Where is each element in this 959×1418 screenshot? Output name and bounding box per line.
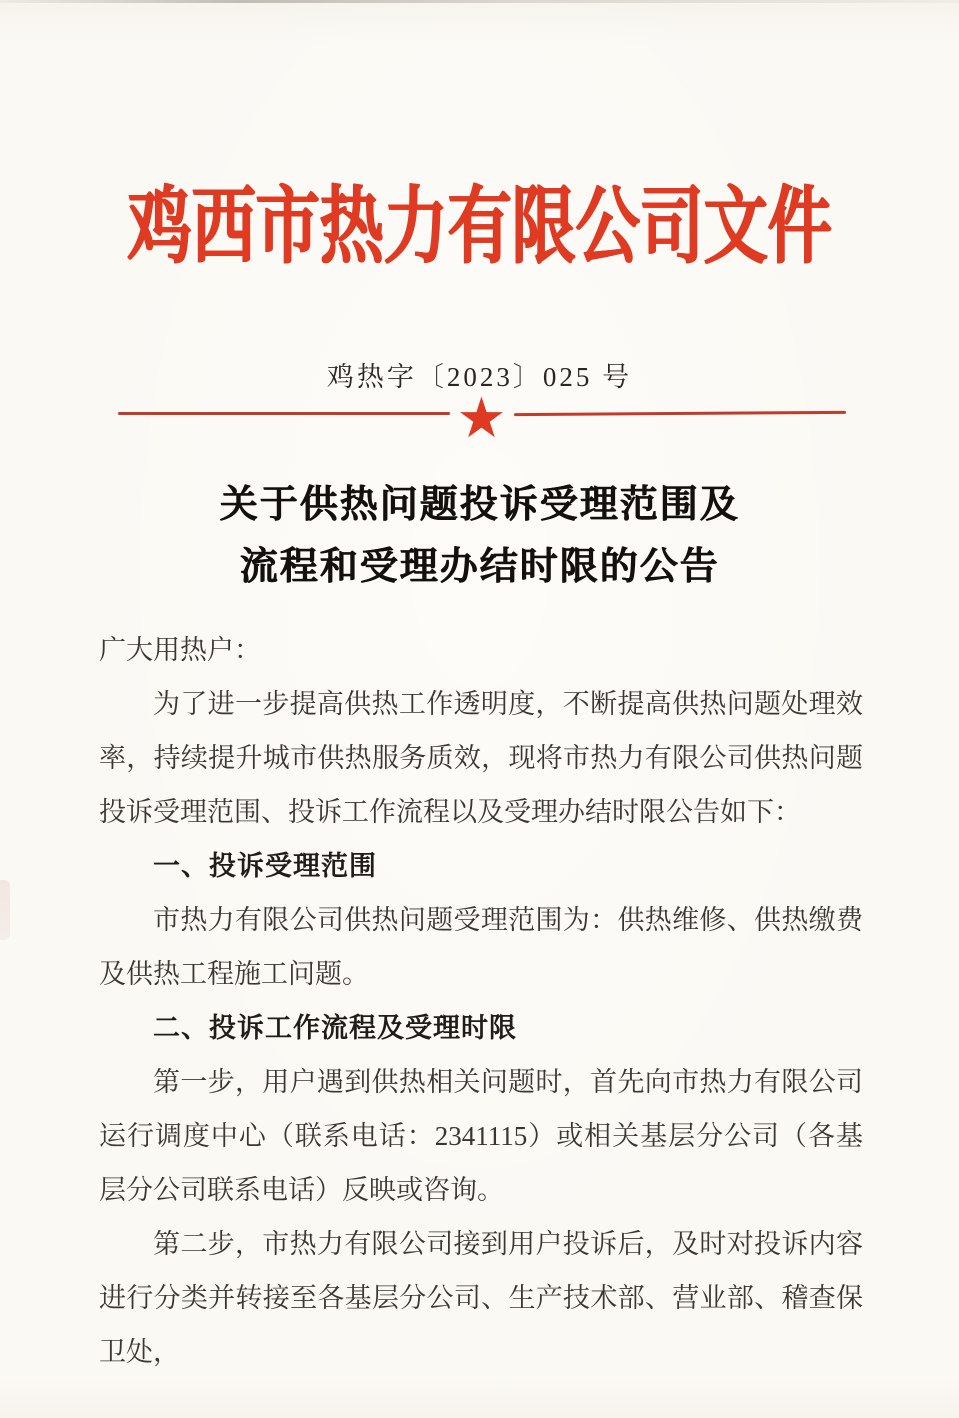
- paragraph-scope: 市热力有限公司供热问题受理范围为：供热维修、供热缴费及供热工程施工问题。: [99, 905, 863, 989]
- scan-edge-artifact: [0, 0, 959, 3]
- paragraph-intro: 为了进一步提高供热工作透明度，不断提高供热问题处理效率，持续提升城市供热服务质效，现将市热力有限公司供热问题投诉受理范围、投诉工作流程以及受理办结时限公告如下：: [99, 689, 863, 827]
- paragraph-step-2: 第二步，市热力有限公司接到用户投诉后，及时对投诉内容进行分类并转接至各基层分公司、生产技术部、营业部、稽查保卫处，: [99, 1229, 863, 1367]
- salutation: 广大用热户：: [99, 635, 261, 665]
- document-title-line1: 关于供热问题投诉受理范围及: [219, 484, 740, 526]
- section-heading-2: 二、投诉工作流程及受理时限: [153, 1013, 517, 1043]
- divider-rule-right: [513, 410, 845, 415]
- letterhead-title: 鸡西市热力有限公司文件: [127, 180, 832, 275]
- red-divider: [118, 386, 845, 451]
- document-title-line2: 流程和受理办结时限的公告: [239, 546, 720, 588]
- document-body: [99, 623, 863, 1379]
- paragraph-step-1: 第一步，用户遇到供热相关问题时，首先向市热力有限公司运行调度中心（联系电话：2341115）或相关基层分公司（各基层分公司联系电话）反映或咨询。: [99, 1067, 863, 1205]
- section-heading-1: 一、投诉受理范围: [153, 851, 377, 881]
- scan-artifact: [0, 880, 10, 940]
- divider-rule-left: [118, 412, 450, 415]
- document-number: 鸡热字〔2023〕025 号: [326, 362, 633, 392]
- document-title: [0, 474, 959, 598]
- star-icon: ★: [456, 386, 507, 451]
